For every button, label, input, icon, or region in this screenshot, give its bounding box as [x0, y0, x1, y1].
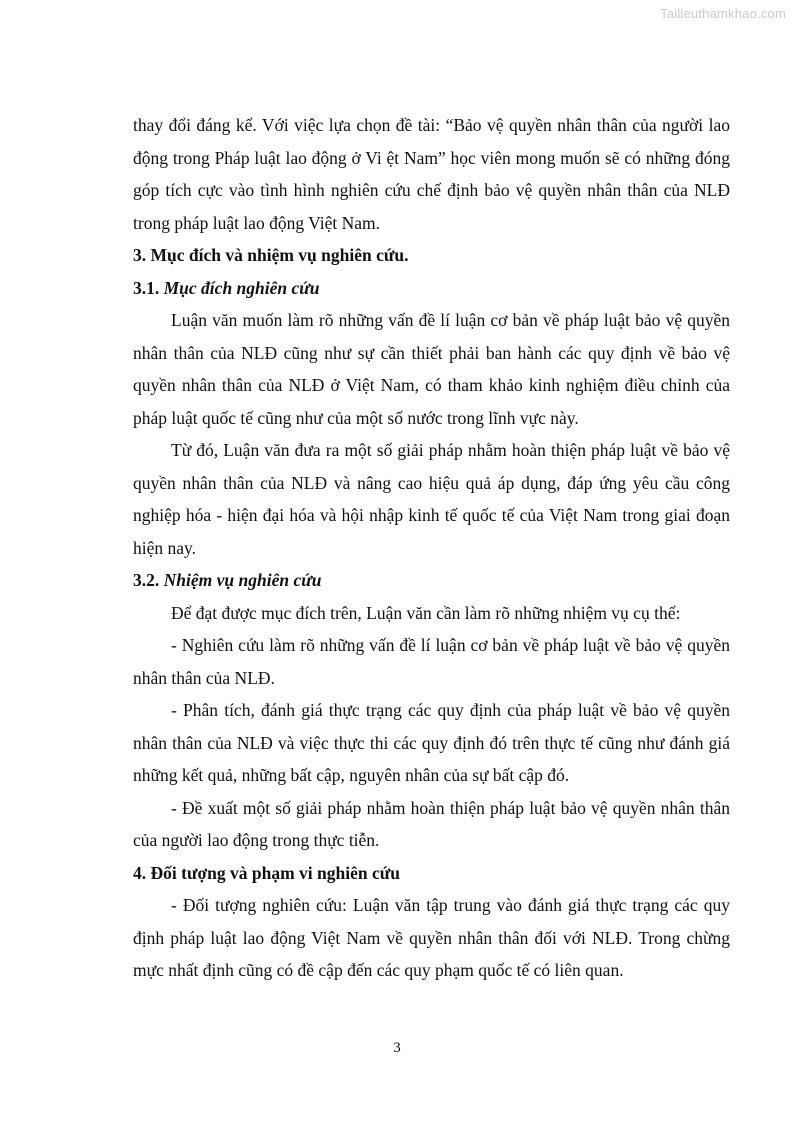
section-heading-4: 4. Đối tượng và phạm vi nghiên cứu — [133, 862, 400, 883]
paragraph-intro-continuation: thay đổi đáng kể. Với việc lựa chọn đề tài: “Bảo vệ quyền nhân thân của người lao động trong Pháp luật lao động ở Vi ệt Nam” học viên mong muốn sẽ có những đóng góp tích cực vào tình hình nghiên cứu chế định bảo vệ quyền nhân thân của NLĐ trong pháp luật lao động Việt Nam. — [133, 115, 730, 233]
page-number: 3 — [393, 1040, 401, 1056]
section-heading-3: 3. Mục đích và nhiệm vụ nghiên cứu. — [133, 245, 409, 265]
subsection-heading-3-1 — [133, 272, 730, 305]
subsection-title: Nhiệm vụ nghiên cứu — [163, 570, 322, 590]
paragraph-purpose-1: Luận văn muốn làm rõ những vấn đề lí luận cơ bản về pháp luật bảo vệ quyền nhân thân của NLĐ cũng như sự cần thiết phải ban hành các quy định về bảo vệ quyền nhân thân của NLĐ ở Việt Nam, có tham khảo kinh nghiệm điều chỉnh của pháp luật quốc tế cũng như của một số nước trong lĩnh vực này. — [133, 310, 730, 428]
paragraph-purpose-2: Từ đó, Luận văn đưa ra một số giải pháp nhằm hoàn thiện pháp luật về bảo vệ quyền nhân thân của NLĐ và nâng cao hiệu quả áp dụng, đáp ứng yêu cầu công nghiệp hóa - hiện đại hóa và hội nhập kinh tế quốc tế của Việt Nam trong giai đoạn hiện nay. — [133, 440, 730, 558]
subsection-heading-3-2 — [133, 564, 730, 597]
paragraph-tasks-intro: Để đạt được mục đích trên, Luận văn cần làm rõ những nhiệm vụ cụ thể: — [171, 602, 681, 623]
document-body — [133, 109, 730, 987]
watermark: Tailieuthamkhao.com — [660, 6, 786, 21]
subsection-number: 3.2. — [133, 570, 160, 590]
list-item-task-2: - Phân tích, đánh giá thực trạng các quy định của pháp luật về bảo vệ quyền nhân thân của NLĐ và việc thực thi các quy định đó trên thực tế cũng như đánh giá những kết quả, những bất cập, nguyên nhân của sự bất cập đó. — [133, 700, 730, 785]
list-item-task-3: - Đề xuất một số giải pháp nhằm hoàn thiện pháp luật bảo vệ quyền nhân thân của người lao động trong thực tiễn. — [133, 797, 730, 850]
paragraph-object-of-study: - Đối tượng nghiên cứu: Luận văn tập trung vào đánh giá thực trạng các quy định pháp luật lao động Việt Nam về quyền nhân thân đối với NLĐ. Trong chừng mực nhất định cũng có đề cập đến các quy phạm quốc tế có liên quan. — [133, 895, 730, 980]
subsection-title: Mục đích nghiên cứu — [163, 277, 320, 298]
subsection-number: 3.1. — [133, 277, 160, 298]
list-item-task-1: - Nghiên cứu làm rõ những vấn đề lí luận cơ bản về pháp luật về bảo vệ quyền nhân thân của NLĐ. — [133, 635, 730, 688]
